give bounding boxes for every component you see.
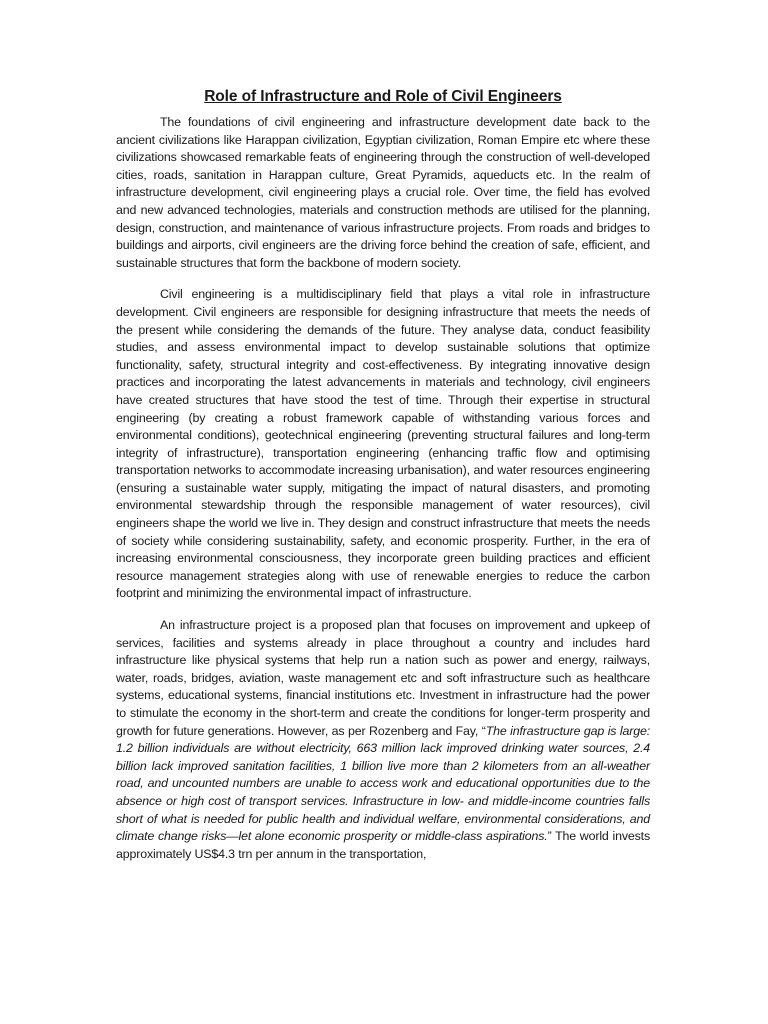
paragraph-infrastructure-project: [116, 617, 650, 863]
paragraph-tail-text: ” The world invests approximately US$4.3 trn per annum in the transportation,: [116, 829, 650, 861]
document-page: [116, 88, 650, 877]
paragraph-history: The foundations of civil engineering and infrastructure development date back to the ancient civilizations like Harappan civilization, Egyptian civilization, Roman Empire etc where these civilizations showcased remarkable feats of engineering through the construction of well-developed cities, roads, sanitation in Harappan culture, Great Pyramids, aqueducts etc. In the realm of infrastructure development, civil engineering plays a crucial role. Over time, the field has evolved and new advanced technologies, materials and construction methods are utilised for the planning, design, construction, and maintenance of various infrastructure projects. From roads and bridges to buildings and airports, civil engineers are the driving force behind the creation of safe, efficient, and sustainable structures that form the backbone of modern society.: [116, 115, 650, 270]
document-title: Role of Infrastructure and Role of Civil Engineers: [204, 88, 562, 105]
paragraph-lead-text: An infrastructure project is a proposed plan that focuses on improvement and upkeep of services, facilities and systems already in place throughout a country and includes hard infrastructure like physical systems that help run a nation such as power and energy, railways, water, roads, bridges, aviation, waste management etc and soft infrastructure such as healthcare systems, educational systems, financial institutions etc. Investment in infrastructure had the power to stimulate the economy in the short-term and create the conditions for longer-term prosperity and growth for future generations. However, as per Rozenberg and Fay, “: [116, 618, 650, 738]
rozenberg-fay-quote: The infrastructure gap is large: 1.2 billion individuals are without electricity, 663 million lack improved drinking water sources, 2.4 billion lack improved sanitation facilities, 1 billion live more than 2 kilometers from an all-weather road, and uncounted numbers are unable to access work and educational opportunities due to the absence or high cost of transport services. Infrastructure in low- and middle-income countries falls short of what is needed for public health and individual welfare, environmental considerations, and climate change risks—let alone economic prosperity or middle-class aspirations.: [116, 723, 650, 844]
paragraph-civil-engineering: Civil engineering is a multidisciplinary field that plays a vital role in infrastructure development. Civil engineers are responsible for designing infrastructure that meets the needs of the present while considering the demands of the future. They analyse data, conduct feasibility studies, and assess environmental impact to develop sustainable solutions that optimize functionality, safety, structural integrity and cost-effectiveness. By integrating innovative design practices and incorporating the latest advancements in materials and technology, civil engineers have created structures that have stood the test of time. Through their expertise in structural engineering (by creating a robust framework capable of withstanding various forces and environmental conditions), geotechnical engineering (preventing structural failures and long-term integrity of infrastructure), transportation engineering (enhancing traffic flow and optimising transportation networks to accommodate increasing urbanisation), and water resources engineering (ensuring a sustainable water supply, mitigating the impact of natural disasters, and promoting environmental stewardship through the responsible management of water resources), civil engineers shape the world we live in. They design and construct infrastructure that meets the needs of society while considering sustainability, safety, and economic prosperity. Further, in the era of increasing environmental consciousness, they incorporate green building practices and efficient resource management strategies along with use of renewable energies to reduce the carbon footprint and minimizing the environmental impact of infrastructure.: [116, 287, 650, 601]
